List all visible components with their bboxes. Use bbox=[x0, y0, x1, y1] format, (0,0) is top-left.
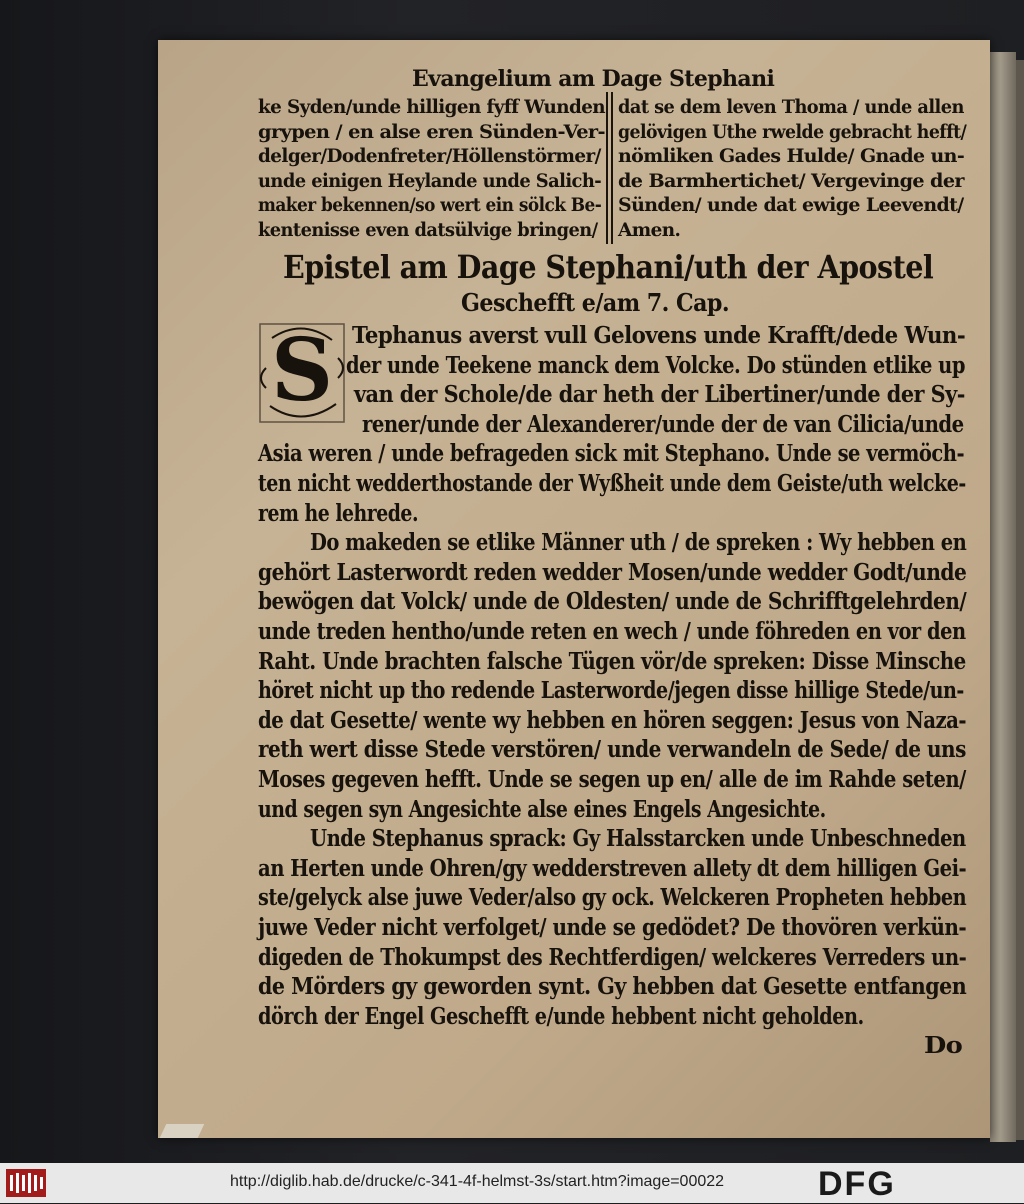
body-line: und segen syn Angesichte alse eines Engels Angesichte. bbox=[258, 795, 826, 823]
dropcap-letter: S bbox=[270, 320, 334, 421]
running-head: Evangelium am Dage Stephani bbox=[412, 66, 775, 92]
body-line: rem he lehrede. bbox=[258, 499, 419, 527]
right-column-line: Amen. bbox=[618, 218, 681, 241]
body-line: de Mörders gy geworden synt. Gy hebben dat Gesette entfangen bbox=[258, 973, 967, 1001]
body-line: van der Schole/de dar heth der Libertiner/unde der Sy- bbox=[354, 381, 965, 409]
page-edge bbox=[990, 52, 1016, 1142]
dfg-logo: DFG bbox=[818, 1165, 896, 1203]
body-line: dörch der Engel Geschefft e/unde hebbent nicht geholden. bbox=[258, 1002, 864, 1030]
right-column-line: dat se dem leven Thoma / unde allen bbox=[618, 96, 964, 118]
body-line: bewögen dat Volck/ unde de Oldesten/ unde de Schrifftgelehrden/ bbox=[258, 588, 967, 616]
source-url[interactable]: http://diglib.hab.de/drucke/c-341-4f-helmst-3s/start.htm?image=00022 bbox=[230, 1173, 725, 1190]
column-rule bbox=[606, 92, 608, 244]
body-line: rener/unde der Alexanderer/unde der de van Cilicia/unde bbox=[362, 410, 964, 438]
right-column-line: Sünden/ unde dat ewige Leevendt/ bbox=[618, 194, 964, 216]
body-line: Do makeden se etlike Männer uth / de spreken : Wy hebben en bbox=[310, 529, 967, 557]
body-line: ste/gelyck alse juwe Veder/also gy ock. Welckeren Propheten hebben bbox=[258, 884, 967, 912]
body-line: Asia weren / unde befrageden sick mit Stephano. Unde se vermöch- bbox=[258, 440, 965, 468]
left-column-line: maker bekennen/so wert ein sölck Be- bbox=[258, 194, 602, 216]
body-line: Do bbox=[924, 1032, 963, 1060]
body-line: Unde Stephanus sprack: Gy Halsstarcken unde Unbeschneden bbox=[310, 825, 966, 853]
epistle-subheading: Geschefft e/am 7. Cap. bbox=[461, 288, 730, 317]
right-column-line: de Barmhertichet/ Vergevinge der bbox=[618, 169, 964, 192]
body-line: juwe Veder nicht verfolget/ unde se gedödet? De thovören verkün- bbox=[258, 914, 967, 941]
right-column-line: nömliken Gades Hulde/ Gnade un- bbox=[618, 145, 965, 167]
body-line: Raht. Unde brachten falsche Tügen vör/de spreken: Disse Minsche bbox=[258, 647, 966, 675]
body-line: gehört Lasterwordt reden wedder Mosen/unde wedder Godt/unde bbox=[258, 558, 967, 586]
body-line: unde treden hentho/unde reten en wech / unde föhreden en vor den bbox=[258, 618, 966, 645]
body-line: reth wert disse Stede verstören/ unde verwandeln de Sede/ de uns bbox=[258, 736, 966, 764]
body-line: de dat Gesette/ wente wy hebben en hören seggen: Jesus von Naza- bbox=[258, 706, 967, 734]
column-rule bbox=[611, 92, 613, 244]
left-column-line: kentenisse even datsülvige bringen/ bbox=[258, 218, 598, 241]
body-line: Moses gegeven hefft. Unde se segen up en/ alle de im Rahde seten/ bbox=[258, 766, 966, 793]
paper-scrap bbox=[160, 1124, 205, 1138]
dropcap-initial bbox=[252, 318, 352, 428]
viewer-footer bbox=[0, 1163, 1024, 1203]
body-line: höret nicht up tho redende Lasterworde/jegen disse hillige Stede/un- bbox=[258, 677, 964, 705]
body-line: digeden de Thokumpst des Rechtferdigen/ welckeres Verreders un- bbox=[258, 943, 967, 971]
left-column-line: ke Syden/unde hilligen fyff Wunden bbox=[258, 96, 606, 118]
left-column-line: grypen / en alse eren Sünden-Ver- bbox=[258, 120, 605, 143]
body-line: der unde Teekene manck dem Volcke. Do stünden etlike up bbox=[346, 351, 965, 379]
body-line: Tephanus averst vull Gelovens unde Krafft/dede Wun- bbox=[352, 322, 966, 349]
left-column-line: delger/Dodenfreter/Höllenstörmer/ bbox=[258, 145, 601, 167]
page-edge-shadow bbox=[1016, 60, 1024, 1140]
left-column-line: unde einigen Heylande unde Salich- bbox=[258, 169, 602, 192]
body-line: an Herten unde Ohren/gy wedderstreven allety dt dem hilligen Gei- bbox=[258, 854, 967, 882]
body-line: ten nicht wedderthostande der Wyßheit unde dem Geiste/uth welcke- bbox=[258, 470, 966, 497]
right-column-line: gelövigen Uthe rwelde gebracht hefft/ bbox=[618, 120, 967, 143]
epistle-heading: Epistel am Dage Stephani/uth der Apostel bbox=[283, 248, 934, 286]
library-logo-icon bbox=[6, 1169, 46, 1197]
